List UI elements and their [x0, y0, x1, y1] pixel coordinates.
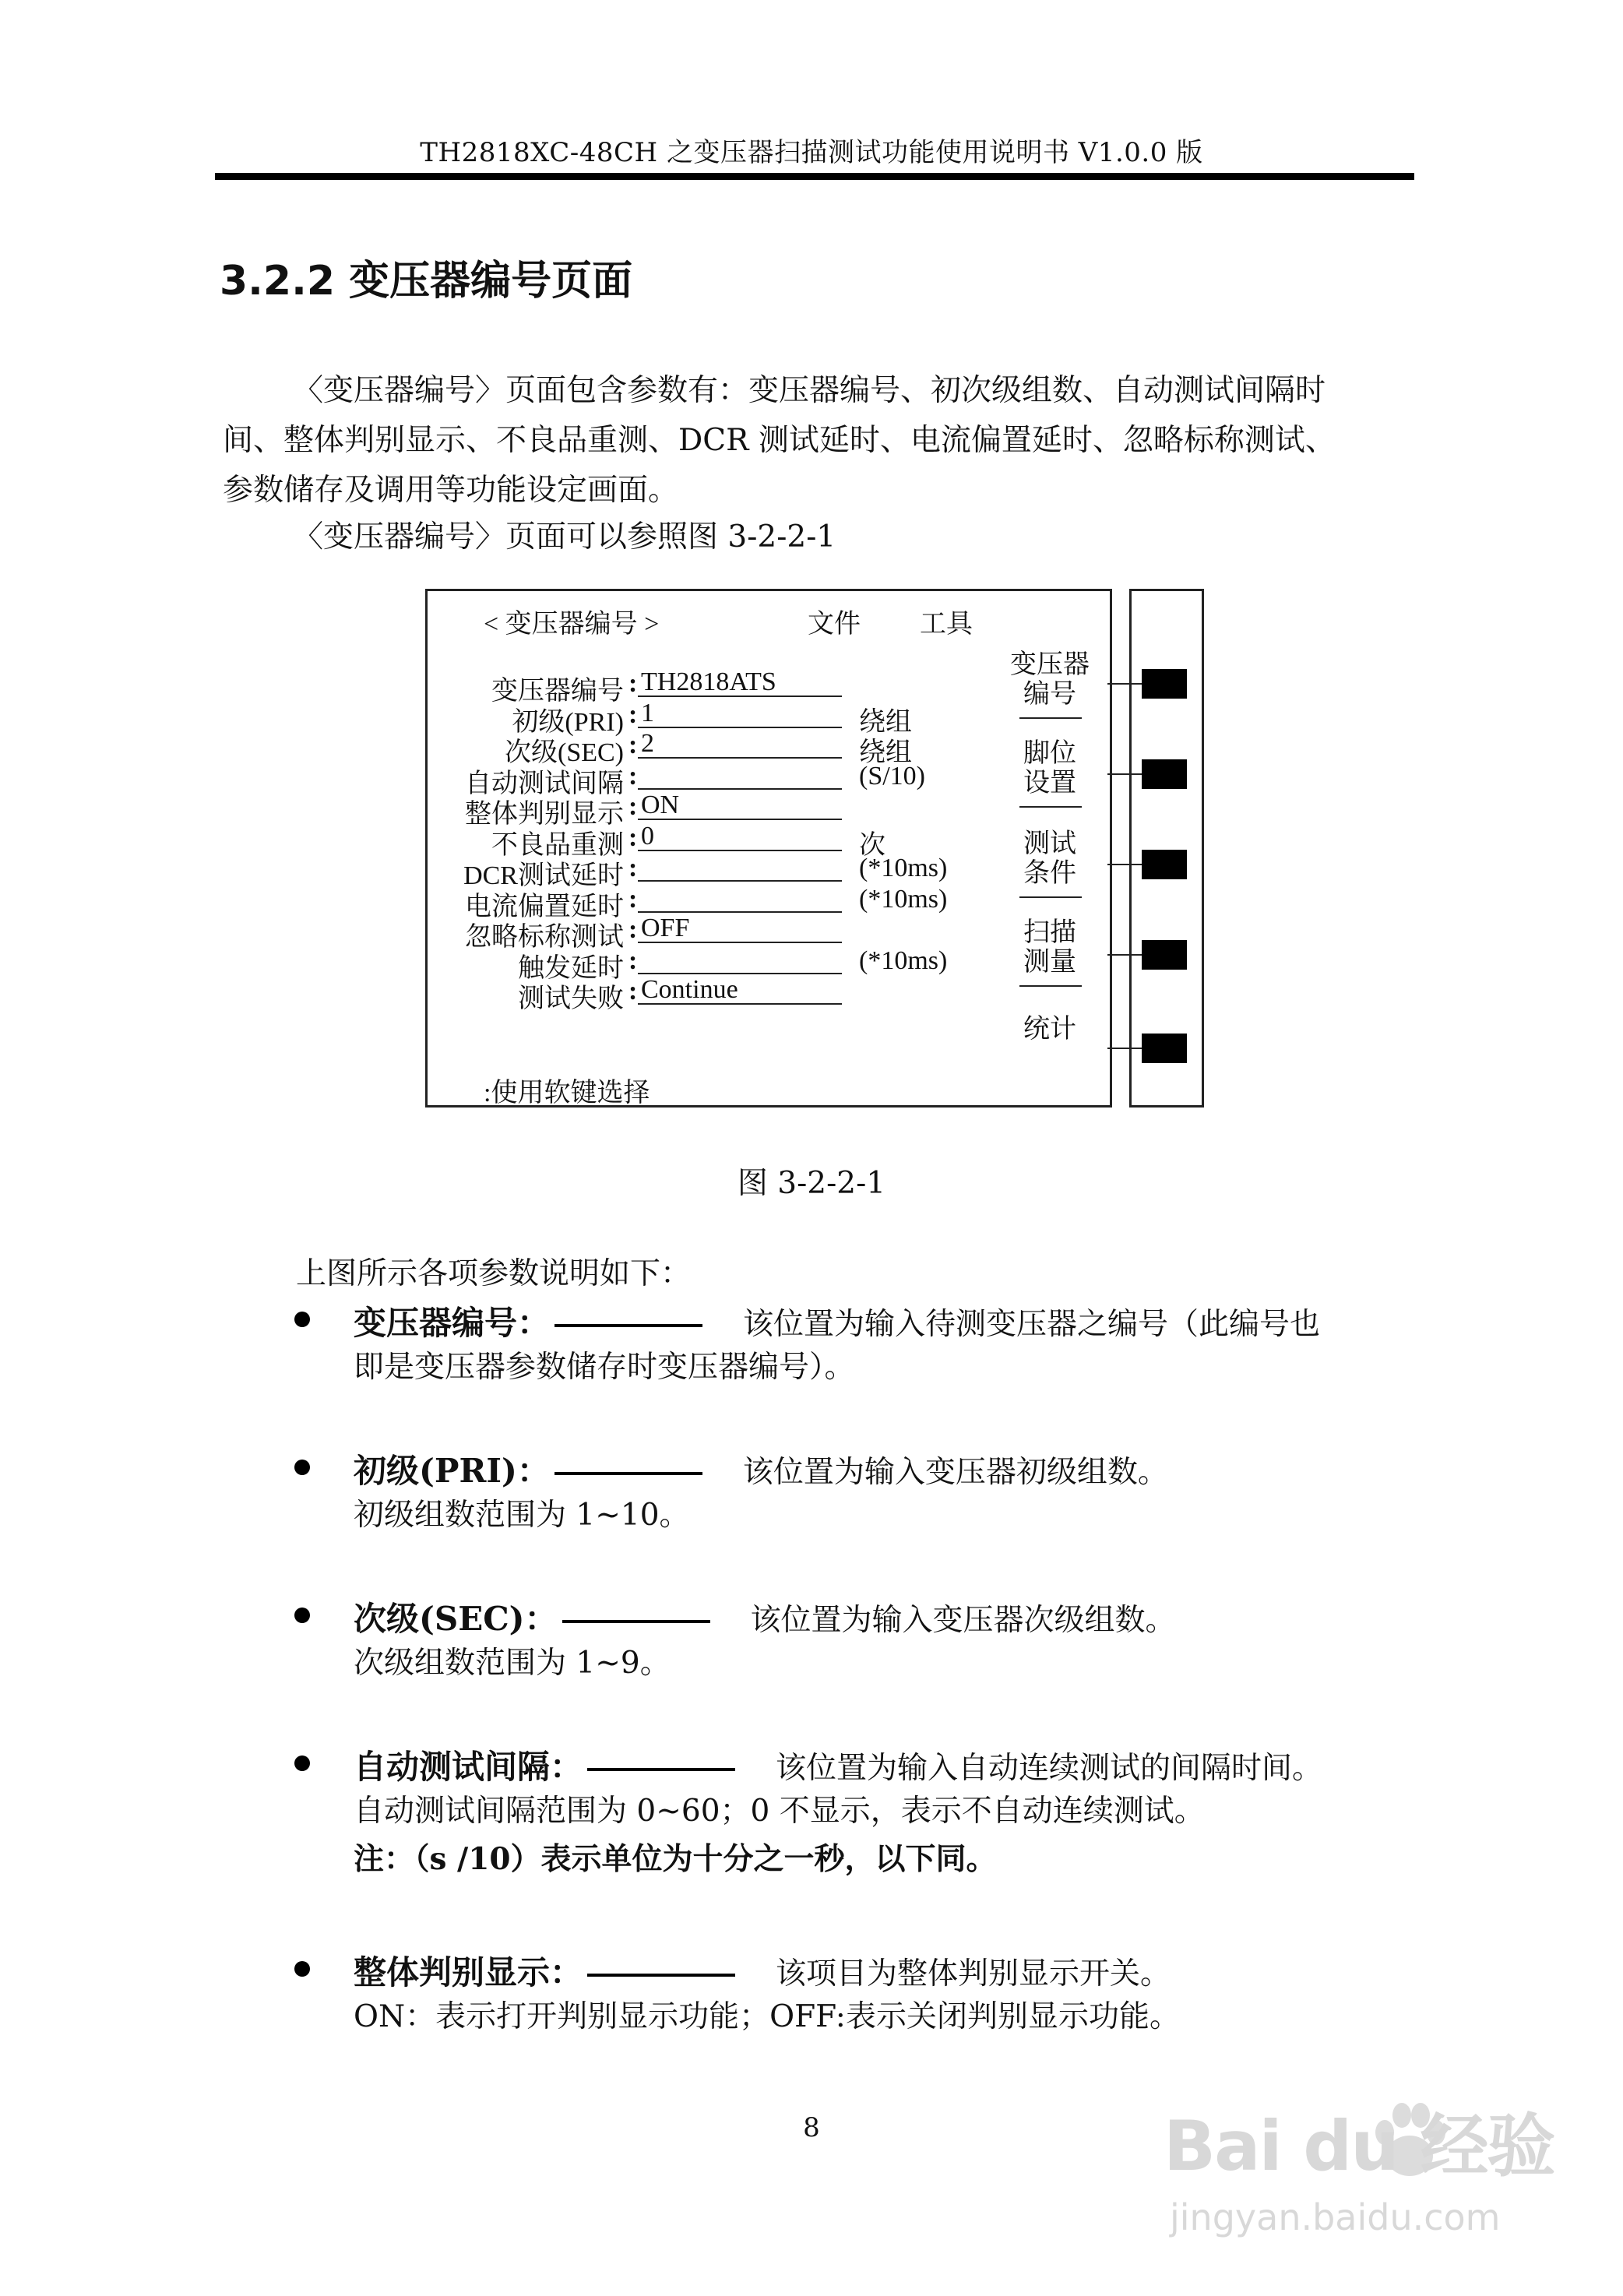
parameter-item: [294, 1446, 1431, 1586]
param-value-field[interactable]: TH2818ATS: [638, 671, 842, 697]
item-note: 注：（s /10）表示单位为十分之一秒，以下同。: [354, 1841, 997, 1877]
item-heading-line: [354, 1741, 1322, 1788]
param-value-field[interactable]: Continue: [638, 978, 842, 1005]
softkey-label-line2: 设置: [1023, 769, 1076, 798]
param-value-field[interactable]: [638, 763, 842, 790]
param-unit: 绕组: [859, 708, 912, 737]
param-colon: :: [628, 915, 638, 944]
watermark-url: jingyan.baidu.com: [1170, 2196, 1501, 2238]
parameter-item: [294, 1593, 1431, 1734]
param-value-field[interactable]: OFF: [638, 917, 842, 943]
param-label: 初级(PRI): [512, 708, 624, 737]
item-name: 次级(SEC)：: [354, 1600, 558, 1638]
bullet-icon: [294, 1608, 310, 1623]
softkey-button[interactable]: [1142, 1034, 1187, 1063]
bullet-icon: [294, 1755, 310, 1771]
param-colon: :: [628, 823, 638, 852]
param-colon: :: [628, 946, 638, 975]
bullet-icon: [294, 1961, 310, 1977]
param-label: 忽略标称测试: [465, 923, 624, 952]
softkey-label-line2: 测量: [1023, 948, 1076, 977]
softkey-button[interactable]: [1142, 940, 1187, 970]
softkey-label-line1: 变压器: [1010, 650, 1090, 679]
item-name: 自动测试间隔：: [354, 1748, 583, 1786]
item-description: 该项目为整体判别显示开关。: [776, 1956, 1171, 1991]
softkey-label-line2: 编号: [1023, 680, 1076, 709]
param-colon: :: [628, 762, 638, 791]
softkey-separator: [1019, 896, 1082, 898]
parameter-item: [294, 1947, 1431, 2087]
softkey-connector: [1107, 683, 1142, 685]
softkey-connector: [1107, 864, 1142, 865]
figure-caption: 图 3-2-2-1: [737, 1166, 886, 1201]
section-title: 3.2.2 变压器编号页面: [220, 258, 633, 305]
param-value-field[interactable]: 2: [638, 732, 842, 759]
param-label: 不良品重测: [491, 831, 624, 860]
item-detail: 次级组数范围为 1~9。: [354, 1646, 671, 1681]
item-detail: 即是变压器参数储存时变压器编号）。: [354, 1350, 855, 1385]
param-value-field[interactable]: [638, 855, 842, 882]
intro-line-3: 参数储存及调用等功能设定画面。: [223, 473, 679, 508]
param-label: 次级(SEC): [505, 738, 624, 767]
param-colon: :: [628, 885, 638, 914]
param-label: 触发延时: [518, 954, 624, 983]
figure-reference: [223, 512, 1422, 562]
softkey-separator: [1019, 806, 1082, 808]
item-heading-line: [354, 1446, 1168, 1492]
param-colon: :: [628, 731, 638, 759]
param-label: DCR测试延时: [463, 861, 624, 890]
param-unit: 绕组: [859, 738, 912, 767]
blank-line: [587, 1947, 735, 1977]
item-name: 初级(PRI)：: [354, 1452, 550, 1490]
softkey-label[interactable]: [1007, 739, 1093, 798]
param-unit: (*10ms): [859, 885, 948, 914]
softkey-label-line1: 扫描: [1023, 918, 1076, 947]
softkey-label[interactable]: [1007, 829, 1093, 889]
softkey-label[interactable]: [1007, 650, 1093, 710]
param-value-field[interactable]: [638, 886, 842, 913]
softkey-label[interactable]: [1007, 1015, 1093, 1044]
softkey-button[interactable]: [1142, 669, 1187, 699]
page-number: 8: [803, 2112, 820, 2143]
item-description: 该位置为输入变压器次级组数。: [750, 1603, 1176, 1638]
param-value-field[interactable]: 0: [638, 825, 842, 851]
item-detail: 初级组数范围为 1~10。: [354, 1498, 690, 1533]
param-colon: :: [628, 792, 638, 821]
item-description: 该位置为输入自动连续测试的间隔时间。: [776, 1751, 1323, 1786]
param-colon: :: [628, 854, 638, 882]
description-intro: 上图所示各项参数说明如下：: [296, 1256, 692, 1291]
item-detail: 自动测试间隔范围为 0~60；0 不显示，表示不自动连续测试。: [354, 1794, 1205, 1829]
param-label: 电流偏置延时: [465, 893, 624, 921]
blank-line: [554, 1446, 702, 1475]
item-description: 该位置为输入待测变压器之编号（此编号也: [743, 1307, 1321, 1342]
softkey-connector: [1107, 773, 1142, 775]
param-label: 整体判别显示: [465, 800, 624, 829]
softkey-button[interactable]: [1142, 850, 1187, 879]
softkey-panel: [1129, 589, 1204, 1108]
param-unit: (*10ms): [859, 946, 948, 975]
watermark-brand: Bai du 经验: [1164, 2106, 1554, 2186]
blank-line: [554, 1298, 702, 1327]
blank-line: [562, 1593, 710, 1623]
item-heading-line: [354, 1298, 1320, 1344]
parameter-item: [294, 1741, 1431, 1882]
param-unit: 次: [859, 831, 885, 860]
softkey-label-line1: 测试: [1023, 829, 1076, 858]
param-value-field[interactable]: 1: [638, 702, 842, 728]
softkey-button[interactable]: [1142, 759, 1187, 789]
bullet-icon: [294, 1312, 310, 1327]
item-heading-line: [354, 1593, 1176, 1640]
running-header: TH2818XC-48CH 之变压器扫描测试功能使用说明书 V1.0.0 版: [420, 137, 1203, 168]
param-label: 测试失败: [518, 984, 624, 1013]
instrument-screen: [425, 589, 1112, 1108]
softkey-label-line1: 统计: [1023, 1015, 1076, 1044]
intro-line-2: 间、整体判别显示、不良品重测、DCR 测试延时、电流偏置延时、忽略标称测试、: [223, 423, 1336, 458]
screen-page-title: < 变压器编号 >: [484, 610, 660, 639]
item-description: 该位置为输入变压器初级组数。: [742, 1455, 1168, 1490]
param-label: 变压器编号: [491, 677, 624, 706]
param-colon: :: [628, 977, 638, 1005]
softkey-label[interactable]: [1007, 918, 1093, 977]
parameter-item: [294, 1298, 1431, 1438]
item-name: 整体判别显示：: [354, 1953, 583, 1991]
softkey-separator: [1019, 717, 1082, 719]
softkey-separator: [1019, 985, 1082, 987]
param-colon: :: [628, 700, 638, 729]
param-unit: (S/10): [859, 762, 925, 791]
header-rule: [215, 173, 1414, 180]
intro-line-4: 〈变压器编号〉页面可以参照图 3-2-2-1: [293, 519, 836, 555]
param-unit: (*10ms): [859, 854, 948, 882]
softkey-connector: [1107, 954, 1142, 956]
intro-paragraph: [223, 366, 1422, 516]
blank-line: [587, 1741, 735, 1771]
item-detail: ON：表示打开判别显示功能；OFF:表示关闭判别显示功能。: [354, 1999, 1180, 2034]
param-colon: :: [628, 669, 638, 698]
menu-file[interactable]: 文件: [808, 610, 861, 639]
item-name: 变压器编号：: [354, 1304, 551, 1342]
bullet-icon: [294, 1460, 310, 1475]
param-value-field[interactable]: ON: [638, 794, 842, 820]
param-label: 自动测试间隔: [465, 769, 624, 798]
status-hint: :使用软键选择: [484, 1079, 650, 1108]
param-value-field[interactable]: [638, 948, 842, 974]
softkey-label-line1: 脚位: [1023, 739, 1076, 768]
softkey-connector: [1107, 1048, 1142, 1049]
menu-tools[interactable]: 工具: [920, 610, 973, 639]
intro-line-1: 〈变压器编号〉页面包含参数有：变压器编号、初次级组数、自动测试间隔时: [293, 373, 1326, 408]
softkey-label-line2: 条件: [1023, 859, 1076, 888]
baidu-jingyan-watermark: [1159, 2087, 1579, 2251]
item-heading-line: [354, 1947, 1171, 1994]
